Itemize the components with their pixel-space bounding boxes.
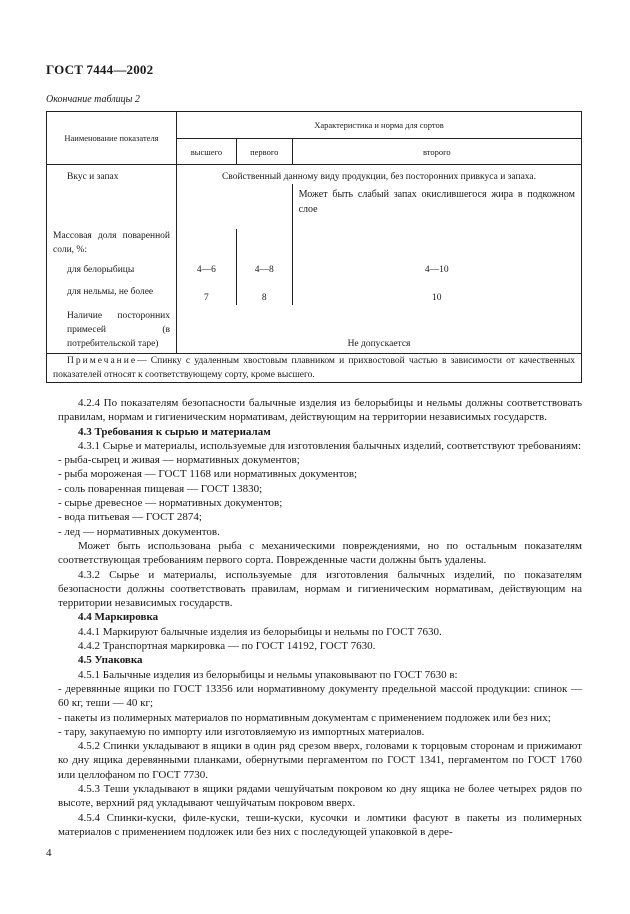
list-item: - соль поваренная пищевая — ГОСТ 13830; <box>58 482 263 495</box>
page-number: 4 <box>46 847 52 859</box>
nelma-value-second: 10 <box>292 285 581 305</box>
clause-4-4-1: 4.4.1 Маркируют балычные изделия из белорыбицы и нельмы по ГОСТ 7630. <box>78 625 442 638</box>
clause-4-5-2: 4.5.2 Спинки укладывают в ящики в один ряд срезом вверх, головами к торцовым сторонам и прижимают ко дну ящика деревянными планками, обернутыми пергаментом по ГОСТ 1341, пергаментом по ГОСТ 1760 или целлофаном по ГОСТ 7730. <box>58 740 582 781</box>
column-header-indicator: Наименование показателя <box>47 112 177 165</box>
section-heading-4-5: 4.5 Упаковка <box>78 654 143 667</box>
row-label-taste: Вкус и запах <box>47 165 177 185</box>
section-heading-4-4: 4.4 Маркировка <box>78 611 159 624</box>
row-label-salt: Массовая доля поваренной соли, %: <box>47 229 177 263</box>
taste-value-all-grades: Свойственный данному виду продукции, без посторонних привкуса и запаха. <box>177 165 582 185</box>
clause-4-5-3: 4.5.3 Теши укладывают в ящики рядами чешуйчатым покровом ко дну ящика не более четырех рядов по высоте, верхний ряд укладывают чешуйчатым покровом вверх. <box>58 783 582 810</box>
taste-value-second-grade: Может быть слабый запах окислившегося жира в подкожном слое <box>292 184 581 229</box>
clause-4-3-1-continuation: Может быть использована рыба с механическими повреждениями, но по остальным показателям соответствующая требованиям первого сорта. Поврежденные части должны быть удалены. <box>58 539 582 567</box>
nelma-value-first: 8 <box>236 285 292 305</box>
impurities-value-all-grades: Не допускается <box>177 305 582 354</box>
document-code: ГОСТ 7444—2002 <box>46 62 154 77</box>
beluga-value-highest: 4—6 <box>177 263 237 285</box>
nelma-value-highest: 7 <box>177 285 237 305</box>
list-item: - лед — нормативных документов. <box>58 525 220 538</box>
table-row-beluga <box>47 263 582 285</box>
column-header-grades: Характеристика и норма для сортов <box>177 112 582 139</box>
column-header-grade-second: второго <box>292 139 581 165</box>
clause-4-2-4: 4.2.4 По показателям безопасности балычные изделия из белорыбицы и нельмы должны соответствовать правилам, нормам и гигиеническим нормативам, действующим на территории независимых государств. <box>58 397 582 424</box>
clause-4-5-1: 4.5.1 Балычные изделия из белорыбицы и нельмы упаковывают по ГОСТ 7630 в: <box>78 668 458 681</box>
table-row-impurities <box>47 305 582 354</box>
table-caption: Окончание таблицы 2 <box>46 94 140 105</box>
clause-4-3-1: 4.3.1 Сырье и материалы, используемые для изготовления балычных изделий, соответствуют требованиям: <box>78 439 582 452</box>
column-header-grade-first: первого <box>236 139 292 165</box>
list-item: - рыба мороженая — ГОСТ 1168 или нормативных документов; <box>58 468 358 481</box>
beluga-value-first: 4—8 <box>236 263 292 285</box>
list-item: - деревянные ящики по ГОСТ 13356 или нормативному документу предельной массой продукции: спинок — 60 кг, теши — 40 кг; <box>58 682 582 710</box>
section-heading-4-3: 4.3 Требования к сырью и материалам <box>78 425 271 438</box>
specification-table <box>46 111 582 383</box>
table-row-taste <box>47 165 582 185</box>
table-row-taste-second <box>47 184 582 229</box>
table-row-salt <box>47 229 582 263</box>
list-item: - пакеты из полимерных материалов по нормативным документам с применением подложек или без них; <box>58 711 551 724</box>
clause-4-3-2: 4.3.2 Сырье и материалы, используемые для изготовления балычных изделий, по показателям безопасности должны соответствовать правилам, нормам и гигиеническим нормативам, действующим на территории независимых государств. <box>58 568 582 610</box>
row-label-nelma: для нельмы, не более <box>47 285 177 305</box>
table-note-row <box>47 354 582 383</box>
table-row-nelma <box>47 285 582 305</box>
list-item: - сырье древесное — нормативных документов; <box>58 497 283 510</box>
table-note-label: Примечание <box>67 356 138 366</box>
beluga-value-second: 4—10 <box>292 263 581 285</box>
clause-4-4-2: 4.4.2 Транспортная маркировка — по ГОСТ 14192, ГОСТ 7630. <box>78 640 376 653</box>
row-label-beluga: для белорыбицы <box>47 263 177 285</box>
table-note-text: — Спинку с удаленным хвостовым плавником и прихвостовой частью в зависимости от качественных показателей относят к соответствующему сорту, кроме высшего. <box>53 356 575 380</box>
list-item: - тару, закупаемую по импорту или изготовляемую из импортных материалов. <box>58 725 425 738</box>
clause-4-5-4: 4.5.4 Спинки-куски, филе-куски, теши-куски, кусочки и ломтики фасуют в пакеты из полимерных материалов с применением подложек или без них с последующей упаковкой в дере- <box>58 811 582 838</box>
document-body <box>58 396 582 839</box>
list-item: - вода питьевая — ГОСТ 2874; <box>58 511 202 524</box>
column-header-grade-highest: высшего <box>177 139 237 165</box>
table-note <box>47 354 582 383</box>
row-label-impurities: Наличие посторонних примесей (в потребительской таре) <box>47 305 177 354</box>
list-item: - рыба-сырец и живая — нормативных документов; <box>58 454 300 467</box>
